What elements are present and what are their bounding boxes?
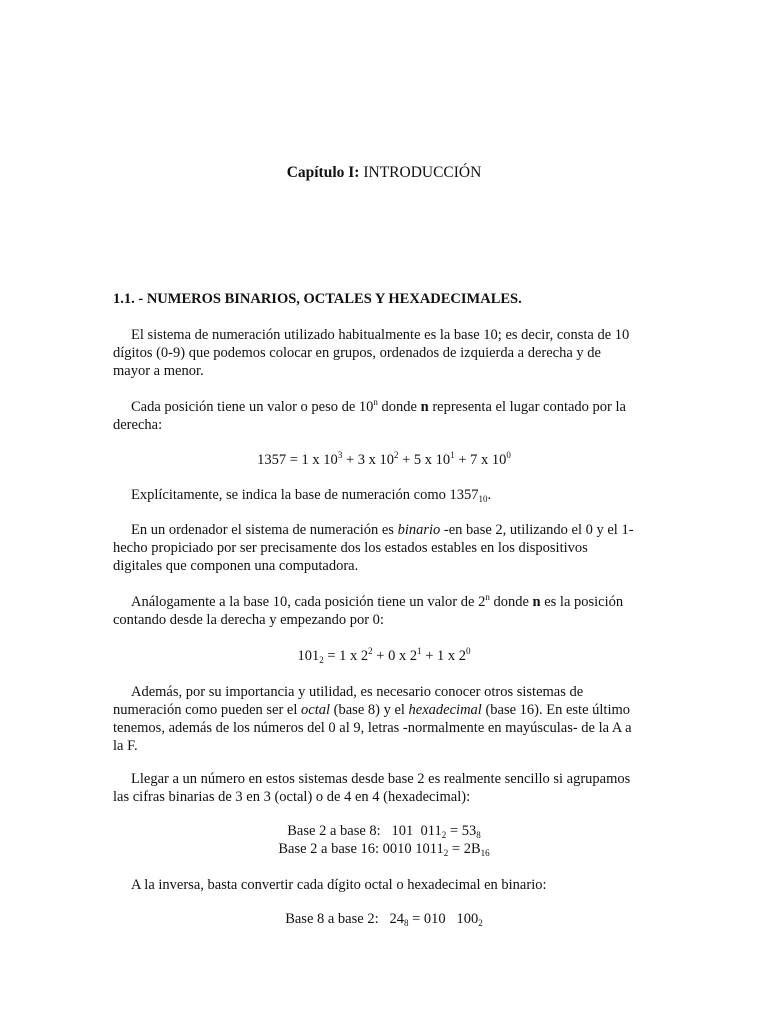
paragraph-line: Además, por su importancia y utilidad, es necesario conocer otros sistemas de (131, 684, 584, 700)
paragraph-line: la F. (113, 738, 138, 754)
paragraph-position-weight (113, 398, 658, 434)
paragraph-base2-positions (113, 593, 658, 629)
italic-text: octal (301, 702, 331, 718)
paragraph-line: hecho propiciado por ser precisamente dos los estados estables en los dispositivos (113, 540, 588, 556)
paragraph-line: El sistema de numeración utilizado habitualmente es la base 10; es decir, consta de 10 (131, 327, 630, 343)
bold-text: n (532, 594, 541, 610)
paragraph-text: . (487, 487, 492, 503)
equation-term: Base 2 a base 16: 0010 1011 (278, 841, 444, 857)
paragraph-text: Cada posición tiene un valor o peso de 10 (131, 399, 374, 415)
paragraph-line: digitales que componen una computadora. (113, 558, 359, 574)
chapter-title-text: INTRODUCCIÓN (363, 164, 482, 181)
italic-text: hexadecimal (408, 702, 482, 718)
paragraph-line: las cifras binarias de 3 en 3 (octal) o de 4 en 4 (hexadecimal): (113, 789, 471, 805)
subscript: 16 (480, 848, 490, 858)
exponent: 2 (368, 646, 373, 656)
exponent: 3 (337, 450, 343, 460)
subscript: 2 (441, 830, 447, 840)
paragraph-grouping (113, 770, 658, 806)
chapter-title-label: Capítulo I: (286, 164, 360, 181)
equation-term: + 5 x 10 (398, 452, 451, 468)
paragraph-text: numeración como pueden ser el (113, 702, 302, 718)
equation-term: = 1 x 2 (323, 648, 369, 664)
exponent: 1 (450, 450, 455, 460)
exponent: 0 (506, 450, 511, 460)
subscript: 10 (478, 494, 488, 504)
equation-term: = 010 100 (408, 911, 479, 927)
exponent: 2 (394, 450, 399, 460)
paragraph-text: En un ordenador el sistema de numeración es (131, 522, 398, 538)
equation-term: 101 (297, 648, 320, 664)
paragraph-explicit-base (113, 486, 658, 504)
paragraph-line: dígitos (0-9) que podemos colocar en grupos, ordenados de izquierda a derecha y de (113, 345, 601, 361)
paragraph-inverse (113, 876, 658, 894)
paragraph-line: mayor a menor. (113, 363, 204, 379)
bold-text: n (420, 399, 429, 415)
subscript: 8 (476, 830, 481, 840)
paragraph-binary (113, 521, 658, 575)
equation-base2-to-base8 (0, 822, 768, 840)
paragraph-text: (base 16). En este último (481, 702, 631, 718)
paragraph-other-systems (113, 683, 658, 755)
paragraph-text: Análogamente a la base 10, cada posición tiene un valor de 2 (131, 594, 486, 610)
equation-base2-to-base16 (0, 840, 768, 858)
subscript: 8 (403, 918, 409, 928)
paragraph-base10 (113, 326, 658, 380)
equation-binary-expansion (0, 647, 768, 665)
paragraph-line: derecha: (113, 417, 163, 433)
equation-term: + 3 x 10 (342, 452, 394, 468)
equation-term: = 2B (448, 841, 481, 857)
paragraph-text: representa el lugar contado por la (428, 399, 626, 415)
exponent: 1 (417, 646, 422, 656)
equation-decimal-expansion (0, 451, 768, 469)
paragraph-line: contando desde la derecha y empezando por 0: (113, 612, 384, 628)
paragraph-text: -en base 2, utilizando el 0 y el 1- (440, 522, 634, 538)
superscript: n (373, 397, 378, 407)
paragraph-text: donde (377, 399, 421, 415)
equation-term: + 7 x 10 (454, 452, 507, 468)
subscript: 2 (478, 918, 483, 928)
italic-text: binario (397, 522, 441, 538)
equation-term: + 1 x 2 (421, 648, 467, 664)
paragraph-line: Llegar a un número en estos sistemas desde base 2 es realmente sencillo si agrupamos (131, 771, 631, 787)
equation-term: Base 8 a base 2: 24 (285, 911, 404, 927)
superscript: n (485, 592, 490, 602)
chapter-title (0, 164, 768, 182)
exponent: 0 (466, 646, 471, 656)
equation-term: Base 2 a base 8: 101 011 (287, 823, 442, 839)
equation-term: + 0 x 2 (372, 648, 418, 664)
section-heading: 1.1. - NUMEROS BINARIOS, OCTALES Y HEXADECIMALES. (113, 291, 522, 307)
paragraph-text: donde (489, 594, 533, 610)
paragraph-text: (base 8) y el (330, 702, 409, 718)
subscript: 2 (319, 655, 324, 665)
paragraph-line: tenemos, además de los números del 0 al 9, letras -normalmente en mayúsculas- de la A a (113, 720, 632, 736)
paragraph-text: Explícitamente, se indica la base de numeración como 1357 (131, 487, 479, 503)
subscript: 2 (443, 848, 449, 858)
equation-term: = 53 (446, 823, 477, 839)
paragraph-text: es la posición (540, 594, 624, 610)
equation-base8-to-base2 (0, 910, 768, 928)
paragraph-line: A la inversa, basta convertir cada dígito octal o hexadecimal en binario: (131, 877, 547, 893)
equation-term: 1357 = 1 x 10 (257, 452, 338, 468)
